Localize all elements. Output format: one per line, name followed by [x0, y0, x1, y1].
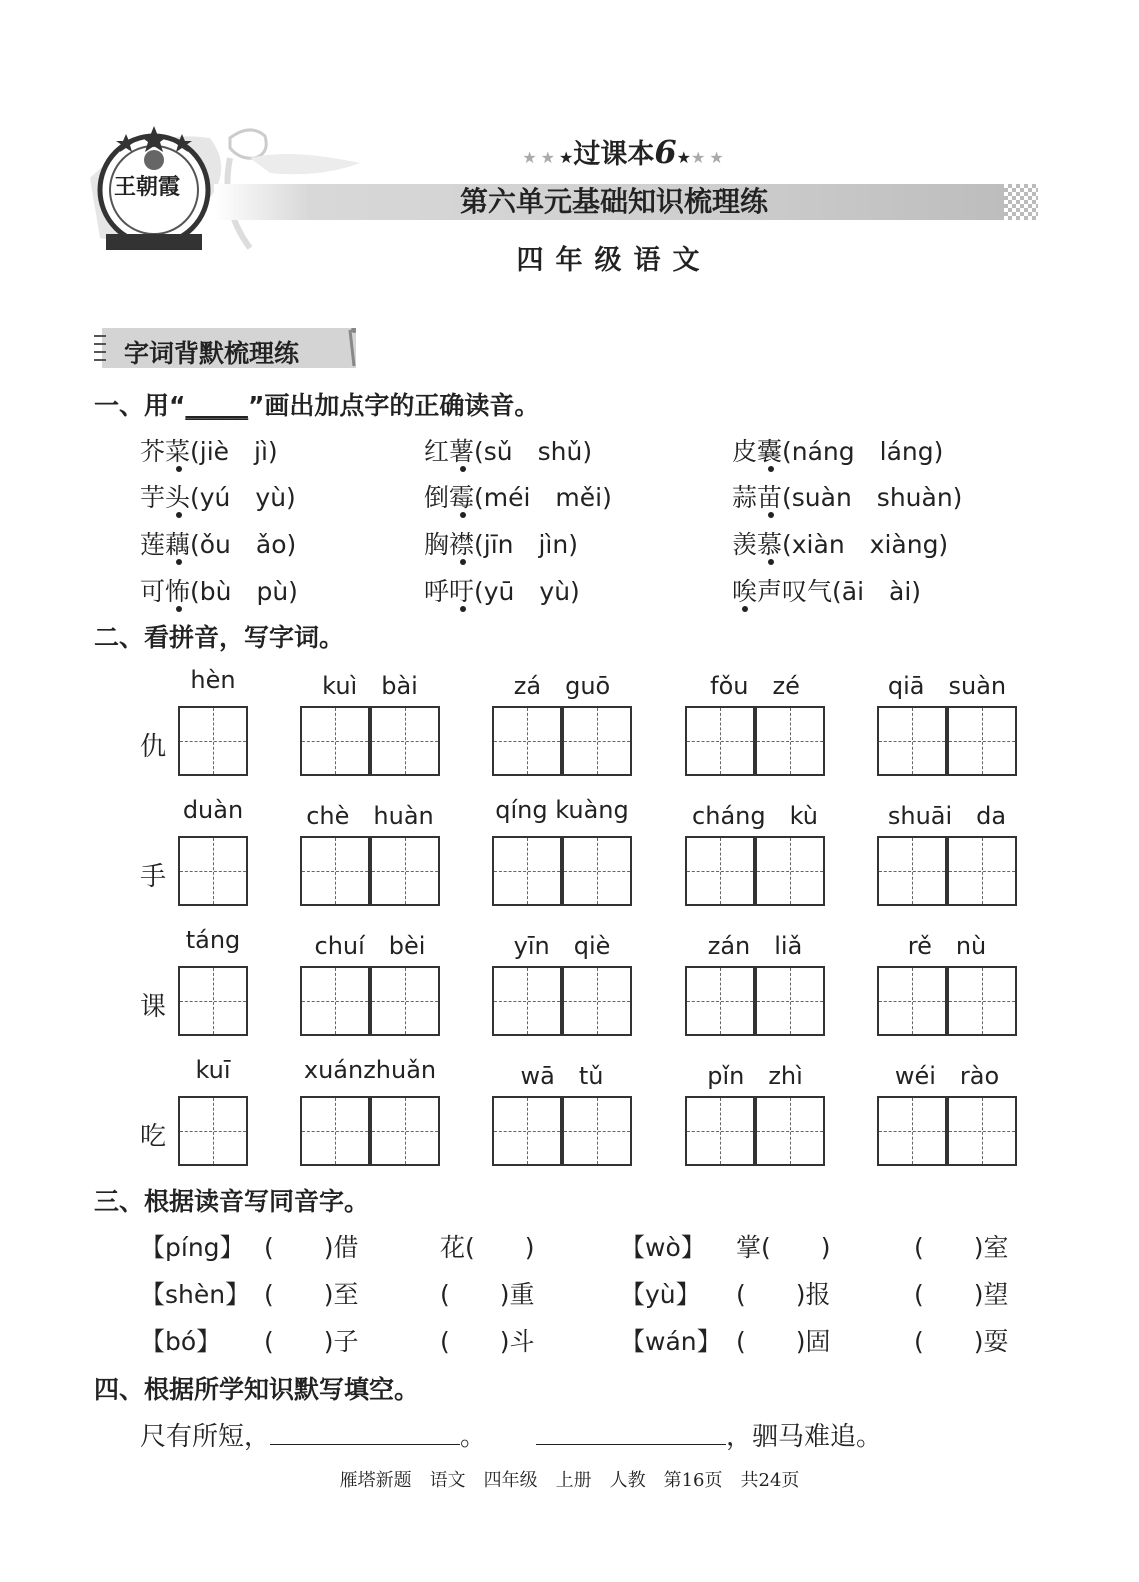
q1-item[interactable]: 可怖(bù pù)	[140, 577, 298, 606]
q3-l1[interactable]: ( )至	[264, 1280, 359, 1309]
q1-item[interactable]: 羡慕(xiàn xiàng)	[732, 530, 949, 559]
emphasis-dot-icon	[176, 606, 182, 612]
q2-writing-cell[interactable]	[877, 836, 947, 906]
q1-item[interactable]: 莲藕(ǒu ǎo)	[140, 530, 297, 559]
q4-part2: ，驷马难追。	[726, 1422, 883, 1452]
emphasis-dot-icon	[176, 559, 182, 565]
q2-writing-cell[interactable]	[685, 966, 755, 1036]
q3-r1[interactable]: ( )报	[736, 1280, 831, 1309]
q2-writing-cell[interactable]	[178, 1096, 248, 1166]
emphasis-dot-icon	[176, 466, 182, 472]
q2-pinyin: duàn	[182, 796, 244, 824]
q3-l2[interactable]: 花( )	[440, 1233, 535, 1262]
unit-title: 第六单元基础知识梳理练	[459, 185, 768, 218]
q2-given-char: 手	[140, 862, 167, 892]
q2-writing-cell[interactable]	[947, 836, 1017, 906]
q2-pinyin: chè huàn	[306, 802, 434, 830]
q2-writing-cell[interactable]	[685, 706, 755, 776]
q3-r-pin: 【wò】	[620, 1233, 706, 1262]
q1-item[interactable]: 呼吁(yū yù)	[424, 577, 580, 606]
q1-item[interactable]: 皮囊(náng láng)	[732, 437, 944, 466]
q2-pinyin: wéi rào	[894, 1062, 1000, 1090]
q2-writing-cell[interactable]	[685, 1096, 755, 1166]
q2-pinyin: hèn	[190, 666, 236, 694]
q2-pinyin: zá guō	[513, 672, 611, 700]
q2-writing-cell[interactable]	[562, 706, 632, 776]
q2-writing-cell[interactable]	[947, 1096, 1017, 1166]
q3-l-pin: 【shèn】	[140, 1280, 251, 1309]
q1-title: 一、用“_____”画出加点字的正确读音。	[94, 391, 540, 420]
q2-writing-cell[interactable]	[755, 1096, 825, 1166]
q1-item[interactable]: 芋头(yú yù)	[140, 483, 296, 512]
q2-writing-cell[interactable]	[300, 1096, 370, 1166]
q3-l2[interactable]: ( )重	[440, 1280, 535, 1309]
q2-pinyin: táng	[185, 926, 241, 954]
q2-writing-cell[interactable]	[370, 1096, 440, 1166]
q3-r1[interactable]: ( )固	[736, 1327, 831, 1356]
emphasis-dot-icon	[768, 466, 774, 472]
q2-writing-cell[interactable]	[492, 966, 562, 1036]
q3-r-pin: 【yù】	[620, 1280, 701, 1309]
q2-pinyin: qíng kuàng	[495, 796, 629, 824]
q2-writing-cell[interactable]	[178, 836, 248, 906]
series-label: ★★★过课本6★★★	[522, 133, 728, 171]
q4-blank-1[interactable]	[270, 1444, 460, 1445]
q3-r1[interactable]: 掌( )	[736, 1233, 831, 1262]
q4-line	[140, 1416, 882, 1453]
q2-pinyin: pǐn zhì	[707, 1062, 803, 1090]
q2-title: 二、看拼音，写字词。	[94, 623, 345, 652]
emphasis-dot-icon	[460, 466, 466, 472]
emphasis-dot-icon	[460, 512, 466, 518]
q3-title: 三、根据读音写同音字。	[94, 1187, 370, 1216]
q3-r2[interactable]: ( )室	[914, 1233, 1009, 1262]
emphasis-dot-icon	[742, 606, 748, 612]
q2-writing-cell[interactable]	[300, 966, 370, 1036]
q4-end1: 。	[460, 1422, 487, 1452]
section-tag-label: 字词背默梳理练	[124, 339, 300, 368]
q2-pinyin: wā tǔ	[520, 1062, 604, 1090]
q2-writing-cell[interactable]	[300, 836, 370, 906]
q3-l1[interactable]: ( )子	[264, 1327, 359, 1356]
q2-writing-cell[interactable]	[685, 836, 755, 906]
q2-pinyin: rě nù	[907, 932, 987, 960]
q2-writing-cell[interactable]	[492, 1096, 562, 1166]
q3-l-pin: 【bó】	[140, 1327, 222, 1356]
q2-given-char: 吃	[140, 1122, 167, 1152]
q2-writing-cell[interactable]	[492, 836, 562, 906]
q2-writing-cell[interactable]	[562, 1096, 632, 1166]
q3-l-pin: 【píng】	[140, 1233, 245, 1262]
q2-pinyin: xuánzhuǎn	[303, 1056, 437, 1084]
q2-writing-cell[interactable]	[755, 966, 825, 1036]
page-footer: 雁塔新题 语文 四年级 上册 人教 第16页 共24页	[339, 1470, 800, 1491]
emphasis-dot-icon	[768, 512, 774, 518]
q2-writing-cell[interactable]	[755, 836, 825, 906]
q2-writing-cell[interactable]	[370, 966, 440, 1036]
q2-pinyin: cháng kù	[692, 802, 818, 830]
q2-writing-cell[interactable]	[300, 706, 370, 776]
q2-writing-cell[interactable]	[877, 966, 947, 1036]
q1-item[interactable]: 唉声叹气(āi ài)	[732, 577, 922, 606]
q2-pinyin: chuí bèi	[314, 932, 426, 960]
q2-pinyin: zán liǎ	[707, 932, 803, 960]
logo-text: 王朝霞	[114, 174, 181, 200]
q1-item[interactable]: 倒霉(méi měi)	[424, 483, 612, 512]
emphasis-dot-icon	[768, 559, 774, 565]
q2-writing-cell[interactable]	[492, 706, 562, 776]
q2-writing-cell[interactable]	[178, 966, 248, 1036]
q2-pinyin: yīn qiè	[513, 932, 611, 960]
grade-subject: 四年级语文	[516, 245, 712, 276]
q2-writing-cell[interactable]	[947, 966, 1017, 1036]
emphasis-dot-icon	[460, 559, 466, 565]
q2-writing-cell[interactable]	[562, 836, 632, 906]
emphasis-dot-icon	[176, 512, 182, 518]
q4-title: 四、根据所学知识默写填空。	[94, 1375, 420, 1404]
q2-writing-cell[interactable]	[370, 836, 440, 906]
q1-item[interactable]: 蒜苗(suàn shuàn)	[732, 483, 963, 512]
q3-l2[interactable]: ( )斗	[440, 1327, 535, 1356]
q2-pinyin: kuī	[195, 1056, 231, 1084]
q2-pinyin: shuāi da	[887, 802, 1007, 830]
q2-pinyin: fǒu zé	[710, 672, 800, 700]
q3-r-pin: 【wán】	[620, 1327, 722, 1356]
q3-r2[interactable]: ( )望	[914, 1280, 1009, 1309]
q2-writing-cell[interactable]	[562, 966, 632, 1036]
q1-item[interactable]: 芥菜(jiè jì)	[140, 437, 278, 466]
q3-l1[interactable]: ( )借	[264, 1233, 359, 1262]
q1-item[interactable]: 胸襟(jīn jìn)	[424, 530, 578, 559]
q2-writing-cell[interactable]	[755, 706, 825, 776]
q2-writing-cell[interactable]	[877, 706, 947, 776]
q2-pinyin: qiā suàn	[887, 672, 1007, 700]
emphasis-dot-icon	[460, 606, 466, 612]
q1-item[interactable]: 红薯(sǔ shǔ)	[424, 437, 593, 466]
q4-part1: 尺有所短，	[140, 1422, 271, 1452]
q2-given-char: 课	[140, 992, 167, 1022]
q2-writing-cell[interactable]	[877, 1096, 947, 1166]
q2-pinyin: kuì bài	[322, 672, 418, 700]
q2-writing-cell[interactable]	[178, 706, 248, 776]
q2-writing-cell[interactable]	[370, 706, 440, 776]
q2-given-char: 仇	[140, 732, 167, 762]
q4-blank-2[interactable]	[536, 1444, 726, 1445]
q2-writing-cell[interactable]	[947, 706, 1017, 776]
q3-r2[interactable]: ( )耍	[914, 1327, 1009, 1356]
